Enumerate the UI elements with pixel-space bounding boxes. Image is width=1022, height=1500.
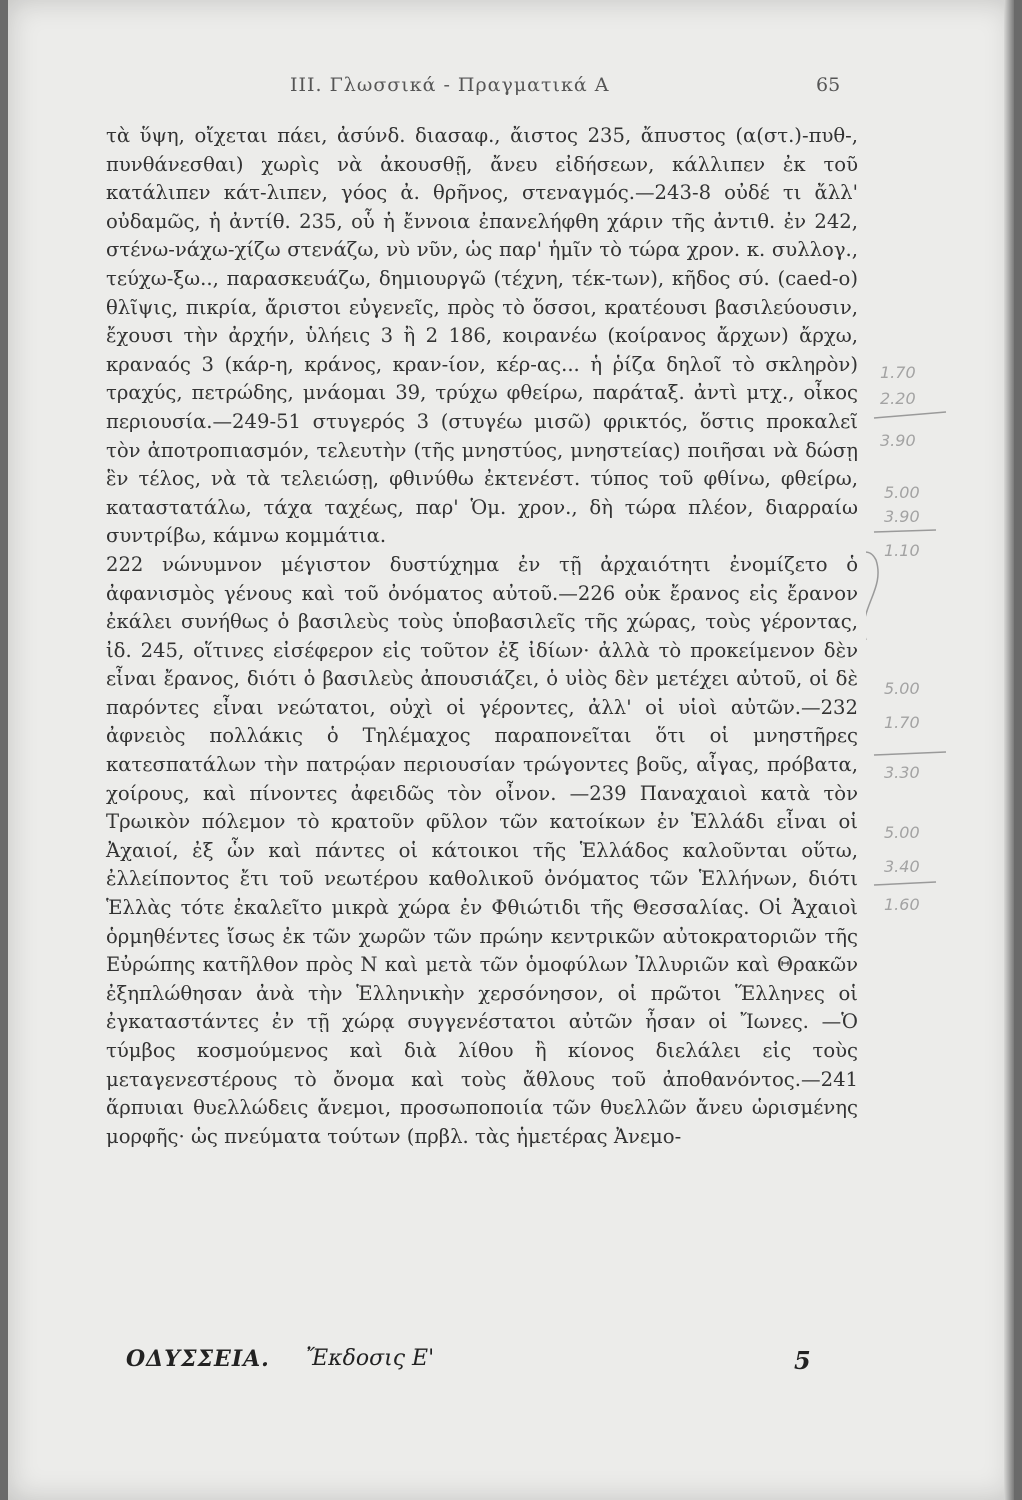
running-head: III. Γλωσσικά - Πραγματικά Α [290,74,610,96]
pencil-note: 5.00 [884,483,920,502]
paragraph: 222 νώνυμνον μέγιστον δυστύχημα ἐν τῇ ἀρχαιότητι ἐνομίζετο ὁ ἀφανισμὸς γένους καὶ τοῦ ὀνόματος αὐτοῦ.—226 οὐκ ἔρανος εἰς ἔρανον ἐκάλει συνήθως ὁ βασιλεὺς τοὺς ὑποβασιλεῖς τῆς χώρας, τοὺς γέροντας, ἰδ. 245, οἵτινες εἰσέφερον εἰς τοῦτον ἐξ ἰδίων· ἀλλὰ τὸ προκείμενον δὲν εἶναι ἔρανος, διότι ὁ βασιλεὺς ἀπουσιάζει, ὁ υἱὸς δὲν μετέχει αὐτοῦ, οἱ δὲ παρόντες εἶναι νεώτατοι, οὐχὶ οἱ γέροντες, ἀλλ' οἱ υἱοὶ αὐτῶν.—232 ἀφνειὸς πολλάκις ὁ Τηλέμαχος παραπονεῖται ὅτι οἱ μνηστῆρες κατεσπατάλων τὴν πατρῴαν περιουσίαν τρώγοντες βοῦς, αἶγας, πρόβατα, χοίρους, καὶ πίνοντες ἀφειδῶς τὸν οἶνον. —239 Παναχαιοὶ κατὰ τὸν Τρωικὸν πόλεμον τὸ κρατοῦν φῦλον τῶν κατοίκων ἐν Ἑλλάδι εἶναι οἱ Ἀχαιοί, ἐξ ὧν καὶ πάντες οἱ κάτοικοι τῆς Ἑλλάδος καλοῦνται οὕτω, ἐλλείποντος ἔτι τοῦ νεωτέρου καθολικοῦ ὀνόματος τῶν Ἑλλήνων, διότι Ἑλλὰς τότε ἐκαλεῖτο μικρὰ χώρα ἐν Φθιώτιδι τῆς Θεσσαλίας. Οἱ Ἀχαιοὶ ὁρμηθέντες ἴσως ἐκ τῶν χωρῶν τῶν πρώην κεντρικῶν αὐτοκρατοριῶν τῆς Εὐρώπης κατῆλθον πρὸς Ν καὶ μετὰ τῶν ὁμοφύλων Ἰλλυριῶν καὶ Θρακῶν ἐξηπλώθησαν ἀνὰ τὴν Ἑλληνικὴν χερσόνησον, οἱ πρῶτοι Ἕλληνες οἱ ἐγκαταστάντες ἐν τῇ χώρᾳ συγγενέστατοι αὐτῶν ἦσαν οἱ Ἴωνες. —Ὁ τύμβος κοσμούμενος καὶ διὰ λίθου ἢ κίονος διελάλει εἰς τοὺς μεταγενεστέρους τὸ ὄνομα καὶ τοὺς ἄθλους τοῦ ἀποθανόντος.—241 ἅρπυιαι θυελλώδεις ἄνεμοι, προσωποποιία τῶν θυελλῶν ἄνευ ὡρισμένης μορφῆς· ὡς πνεύματα τούτων (πρβλ. τὰς ἡμετέρας Ἀνεμο- [106,552,858,1148]
footer-edition: Ἔκδοσις Ε' [306,1346,435,1371]
book-page [8,0,1014,1500]
pencil-note: 1.70 [880,363,916,382]
footer-title: ΟΔΥΣΣΕΙΑ. [126,1346,270,1372]
commentary-text [106,122,858,1151]
pencil-sum-line [874,752,946,755]
page-footer [106,1346,858,1376]
pencil-sum-line [874,882,936,885]
pencil-scribble [866,552,878,640]
pencil-note: 1.70 [884,713,920,732]
page-number: 65 [816,74,841,96]
pencil-note: 5.00 [884,823,920,842]
pencil-note: 3.30 [884,763,920,782]
pencil-note: 1.10 [884,541,920,560]
pencil-note: 3.40 [884,857,920,876]
paragraph: τὰ ὕψη, οἴχεται πάει, ἀσύνδ. διασαφ., ἄιστος 235, ἄπυστος (α(στ.)-πυθ-, πυνθάνεσθαι) χωρὶς νὰ ἀκουσθῇ, ἄνευ εἰδήσεων, κάλλιπεν ἐκ τοῦ κατάλιπεν κάτ-λιπεν, γόος ἀ. θρῆνος, στεναγμός.—243-8 οὐδέ τι ἄλλ' οὐδαμῶς, ἡ ἀντίθ. 235, οὗ ἡ ἔννοια ἐπανελήφθη χάριν τῆς ἀντιθ. ἐν 242, στένω-νάχω-χίζω στενάζω, νὺ νῦν, ὡς παρ' ἡμῖν τὸ τώρα χρον. κ. συλλογ., τεύχω-ξω.., παρασκευάζω, δημιουργῶ (τέχνη, τέκ-των), κῆδος σύ. (caed-o) θλῖψις, πικρία, ἄριστοι εὐγενεῖς, πρὸς τὸ ὅσσοι, κρατέουσι βασιλεύουσιν, ἔχουσι τὴν ἀρχήν, ὑλήεις 3 ἢ 2 186, κοιρανέω (κοίρανος ἄρχων) ἄρχω, κραναός 3 (κάρ-η, κράνος, κραν-ίον, κέρ-ας... ἡ ῥίζα δηλοῖ τὸ σκληρὸν) τραχύς, πετρώδης, μνάομαι 39, τρύχω φθείρω, παράταξ. ἀντὶ μτχ., οἶκος περιουσία.—249-51 στυγερός 3 (στυγέω μισῶ) φρικτός, ὅστις προκαλεῖ τὸν ἀποτροπιασμόν, τελευτὴν (τῆς μνηστύος, μνηστείας) ποιῆσαι νὰ δώσῃ ἓν τέλος, νὰ τὰ τελειώσῃ, φθινύθω ἐκτενέστ. τύπος τοῦ φθίνω, φθείρω, καταστατάλω, τάχα ταχέως, παρ' Ὁμ. χρον., δὴ τώρα πλέον, διαρραίω συντρίβω, κάμνω κομμάτια. [106,124,858,548]
pencil-note: 3.90 [884,507,920,526]
signature-mark: 5 [794,1346,811,1375]
pencil-note: 3.90 [880,431,916,450]
pencil-margin-notes [866,0,1006,1500]
pencil-note: 1.60 [884,895,920,914]
pencil-note: 2.20 [880,389,916,408]
pencil-note: 5.00 [884,679,920,698]
page-header [8,72,1014,98]
pencil-sums [866,0,1006,1500]
pencil-sum-line [874,530,936,532]
pencil-sum-line [874,412,946,418]
